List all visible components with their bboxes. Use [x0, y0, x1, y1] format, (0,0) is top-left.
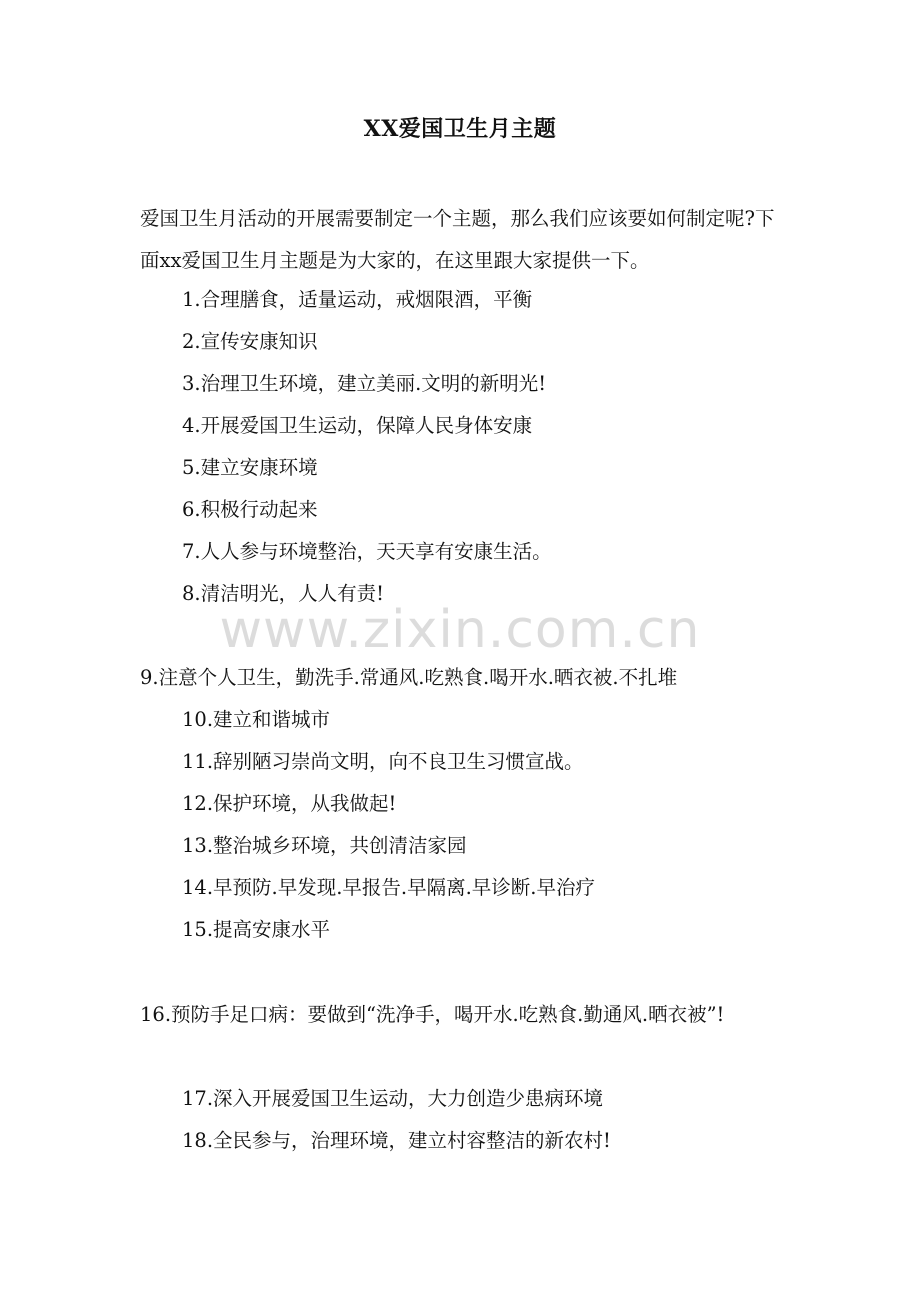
list-item: 4.开展爱国卫生运动，保障人民身体安康: [182, 414, 533, 437]
list-item: 10.建立和谐城市: [182, 708, 331, 731]
document-title: XX爱国卫生月主题: [363, 116, 557, 142]
intro-paragraph: 爱国卫生月活动的开展需要制定一个主题，那么我们应该要如何制定呢?下面xx爱国卫生月主题是为大家的，在这里跟大家提供一下。: [140, 207, 775, 272]
list-item: 5.建立安康环境: [182, 456, 318, 479]
list-item: 17.深入开展爱国卫生运动，大力创造少患病环境: [182, 1087, 604, 1110]
list-item: 12.保护环境，从我做起!: [182, 792, 397, 815]
list-item: 7.人人参与环境整治，天天享有安康生活。: [182, 540, 552, 563]
list-item: 2.宣传安康知识: [182, 330, 318, 353]
list-item: 18.全民参与，治理环境，建立村容整洁的新农村!: [182, 1129, 611, 1152]
list-item: 9.注意个人卫生，勤洗手.常通风.吃熟食.喝开水.晒衣被.不扎堆: [140, 666, 678, 689]
list-item: 15.提高安康水平: [182, 918, 331, 941]
list-item: 13.整治城乡环境，共创清洁家园: [182, 834, 467, 857]
list-item: 1.合理膳食，适量运动，戒烟限酒，平衡: [182, 288, 533, 311]
list-item: 8.清洁明光，人人有责!: [182, 582, 384, 605]
list-item: 16.预防手足口病：要做到“洗净手，喝开水.吃熟食.勤通风.晒衣被”!: [140, 1003, 725, 1026]
watermark: www.zixin.com.cn: [219, 600, 701, 660]
list-item: 14.早预防.早发现.早报告.早隔离.早诊断.早治疗: [182, 876, 596, 899]
list-item: 3.治理卫生环境，建立美丽.文明的新明光!: [182, 372, 547, 395]
list-item: 6.积极行动起来: [182, 498, 318, 521]
list-item: 11.辞别陋习崇尚文明，向不良卫生习惯宣战。: [182, 750, 584, 773]
